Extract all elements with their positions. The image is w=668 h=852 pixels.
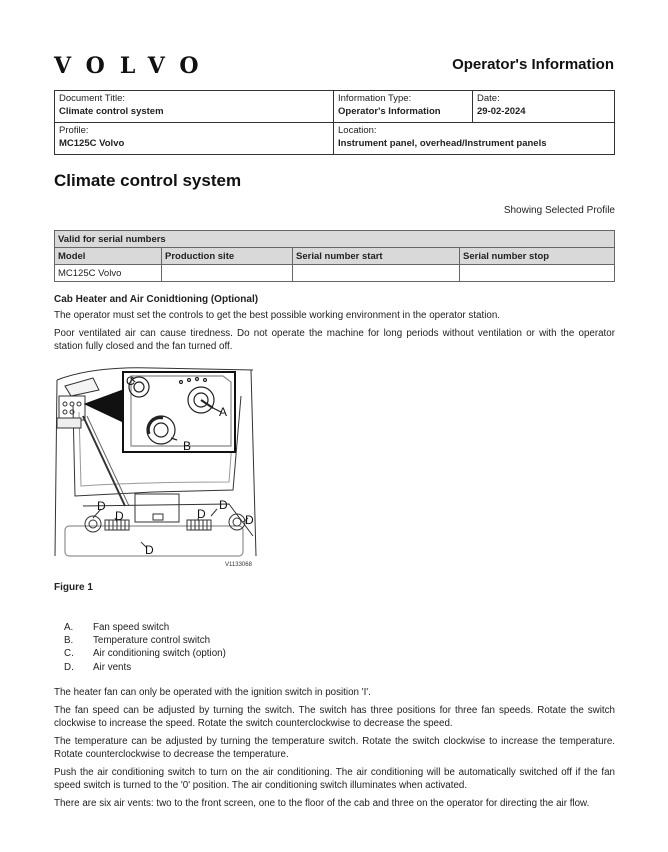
figure-label-d: D bbox=[145, 543, 154, 557]
profile-note: Showing Selected Profile bbox=[503, 205, 615, 216]
serial-col-start: Serial number start bbox=[293, 248, 460, 265]
legend-key: A. bbox=[64, 622, 74, 633]
meta-info-type-label: Information Type: bbox=[338, 93, 412, 104]
meta-location: Instrument panel, overhead/Instrument panels bbox=[338, 138, 547, 149]
body-paragraph: There are six air vents: two to the front screen, one to the floor of the cab and three on the operator for directing the air flow. bbox=[54, 798, 590, 809]
meta-document-title-cell bbox=[55, 91, 334, 123]
cab-illustration bbox=[53, 366, 258, 569]
serial-col-stop: Serial number stop bbox=[460, 248, 615, 265]
figure-label-b: B bbox=[183, 439, 192, 453]
table-row bbox=[55, 265, 615, 282]
serial-cell-model: MC125C Volvo bbox=[55, 265, 162, 282]
serial-col-model: Model bbox=[55, 248, 162, 265]
intro-paragraph: Poor ventilated air can cause tiredness. Do not operate the machine for long periods without ventilation or with the operator station fully closed and the fan turned off. bbox=[54, 328, 615, 352]
legend-key: B. bbox=[64, 635, 74, 647]
document-meta-table bbox=[54, 90, 615, 155]
cab-controls-figure bbox=[53, 366, 258, 569]
list-item bbox=[64, 634, 226, 647]
serial-cell-start bbox=[293, 265, 460, 282]
meta-location-label: Location: bbox=[338, 125, 377, 136]
legend-text: Air conditioning switch (option) bbox=[93, 648, 226, 660]
legend-text: Temperature control switch bbox=[93, 635, 211, 647]
meta-date-cell bbox=[473, 91, 615, 123]
legend-key: C. bbox=[64, 648, 74, 660]
legend-text: Fan speed switch bbox=[93, 622, 170, 633]
intro-paragraph: The operator must set the controls to get the best possible working environment in the operator station. bbox=[54, 310, 501, 321]
meta-info-type-cell bbox=[334, 91, 473, 123]
legend-text: Air vents bbox=[93, 661, 132, 673]
page-title: Climate control system bbox=[54, 171, 242, 190]
meta-date: 29-02-2024 bbox=[477, 106, 526, 117]
figure-label-d: D bbox=[97, 499, 106, 513]
serial-table-title: Valid for serial numbers bbox=[55, 231, 615, 248]
serial-cell-stop bbox=[460, 265, 615, 282]
section-title: Cab Heater and Air Conidtioning (Optional) bbox=[54, 294, 259, 305]
meta-info-type: Operator's Information bbox=[338, 106, 441, 117]
meta-document-title: Climate control system bbox=[59, 106, 164, 117]
figure-caption: Figure 1 bbox=[54, 582, 93, 593]
figure-label-d: D bbox=[115, 509, 124, 523]
meta-location-cell bbox=[334, 123, 615, 155]
body-paragraph: Push the air conditioning switch to turn on the air conditioning. The air conditioning will be automatically switched off if the fan speed switch is turned to the '0' position. The air conditioning switch illuminates when activated. bbox=[54, 767, 615, 791]
volvo-logo: VOLVO bbox=[54, 53, 214, 79]
body-paragraph: The heater fan can only be operated with the ignition switch in position 'I'. bbox=[54, 687, 371, 698]
figure-label-c: C bbox=[126, 374, 135, 388]
figure-label-d: D bbox=[245, 513, 254, 527]
figure-label-d: D bbox=[197, 507, 206, 521]
meta-profile-label: Profile: bbox=[59, 125, 89, 136]
figure-label-d: D bbox=[219, 498, 228, 512]
body-paragraph: The temperature can be adjusted by turning the temperature switch. Rotate the switch clockwise to increase the temperature. Rotate counterclockwise to decrease the temperature. bbox=[54, 736, 615, 760]
serial-col-site: Production site bbox=[162, 248, 293, 265]
serial-number-table bbox=[54, 230, 615, 282]
list-item bbox=[64, 621, 226, 634]
figure-legend bbox=[64, 621, 226, 674]
list-item bbox=[64, 647, 226, 660]
meta-document-title-label: Document Title: bbox=[59, 93, 125, 104]
meta-profile-cell bbox=[55, 123, 334, 155]
legend-key: D. bbox=[64, 661, 74, 673]
meta-date-label: Date: bbox=[477, 93, 500, 104]
header-title: Operator's Information bbox=[452, 56, 614, 73]
meta-profile: MC125C Volvo bbox=[59, 138, 125, 149]
serial-cell-site bbox=[162, 265, 293, 282]
figure-code: V1133068 bbox=[225, 562, 252, 568]
list-item bbox=[64, 661, 226, 674]
figure-label-a: A bbox=[219, 405, 228, 419]
body-paragraph: The fan speed can be adjusted by turning the switch. The switch has three positions for three fan speeds. Rotate the switch clockwise to increase the speed. Rotate the switch counterclockwise to decrease the speed. bbox=[54, 705, 615, 729]
